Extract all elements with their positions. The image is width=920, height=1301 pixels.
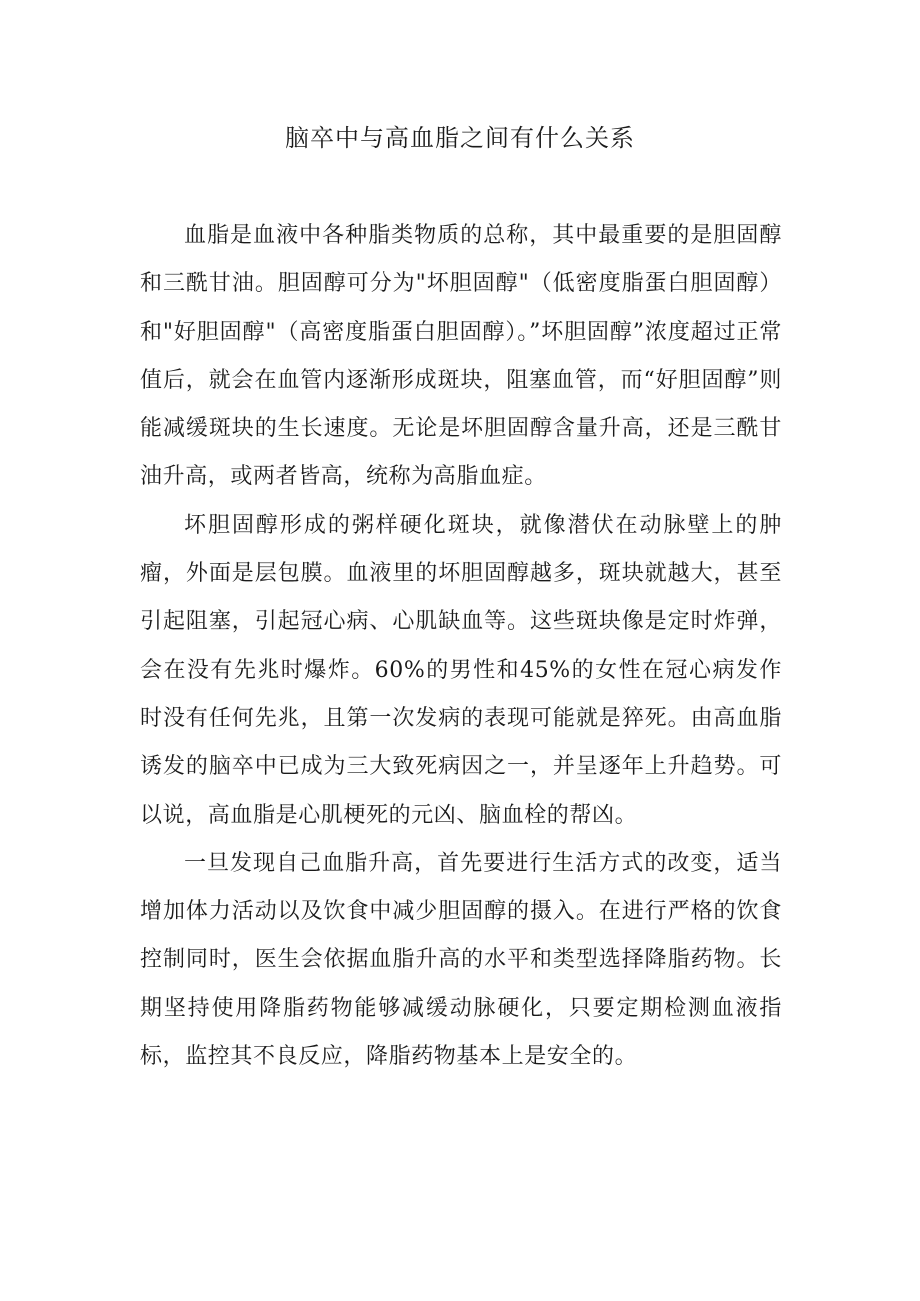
paragraph-3: 一旦发现自己血脂升高，首先要进行生活方式的改变，适当增加体力活动以及饮食中减少胆固醇的摄入。在进行严格的饮食控制同时，医生会依据血脂升高的水平和类型选择降脂药物。长期坚持使用降脂药物能够减缓动脉硬化，只要定期检测血液指标，监控其不良反应，降脂药物基本上是安全的。 (140, 850, 782, 1070)
document-body (140, 212, 782, 1081)
paragraph-2: 坏胆固醇形成的粥样硬化斑块，就像潜伏在动脉壁上的肿瘤，外面是层包膜。血液里的坏胆固醇越多，斑块就越大，甚至引起阻塞，引起冠心病、心肌缺血等。这些斑块像是定时炸弹，会在没有先兆时爆炸。60%的男性和45%的女性在冠心病发作时没有任何先兆，且第一次发病的表现可能就是猝死。由高血脂诱发的脑卒中已成为三大致死病因之一，并呈逐年上升趋势。可以说，高血脂是心肌梗死的元凶、脑血栓的帮凶。 (140, 512, 782, 828)
document-title: 脑卒中与高血脂之间有什么关系 (285, 124, 635, 152)
paragraph-1: 血脂是血液中各种脂类物质的总称，其中最重要的是胆固醇和三酰甘油。胆固醇可分为"坏胆固醇"（低密度脂蛋白胆固醇）和"好胆固醇"（高密度脂蛋白胆固醇）。”坏胆固醇”浓度超过正常值后，就会在血管内逐渐形成斑块，阻塞血管，而“好胆固醇”则能减缓斑块的生长速度。无论是坏胆固醇含量升高，还是三酰甘油升高，或两者皆高，统称为高脂血症。 (140, 223, 782, 490)
